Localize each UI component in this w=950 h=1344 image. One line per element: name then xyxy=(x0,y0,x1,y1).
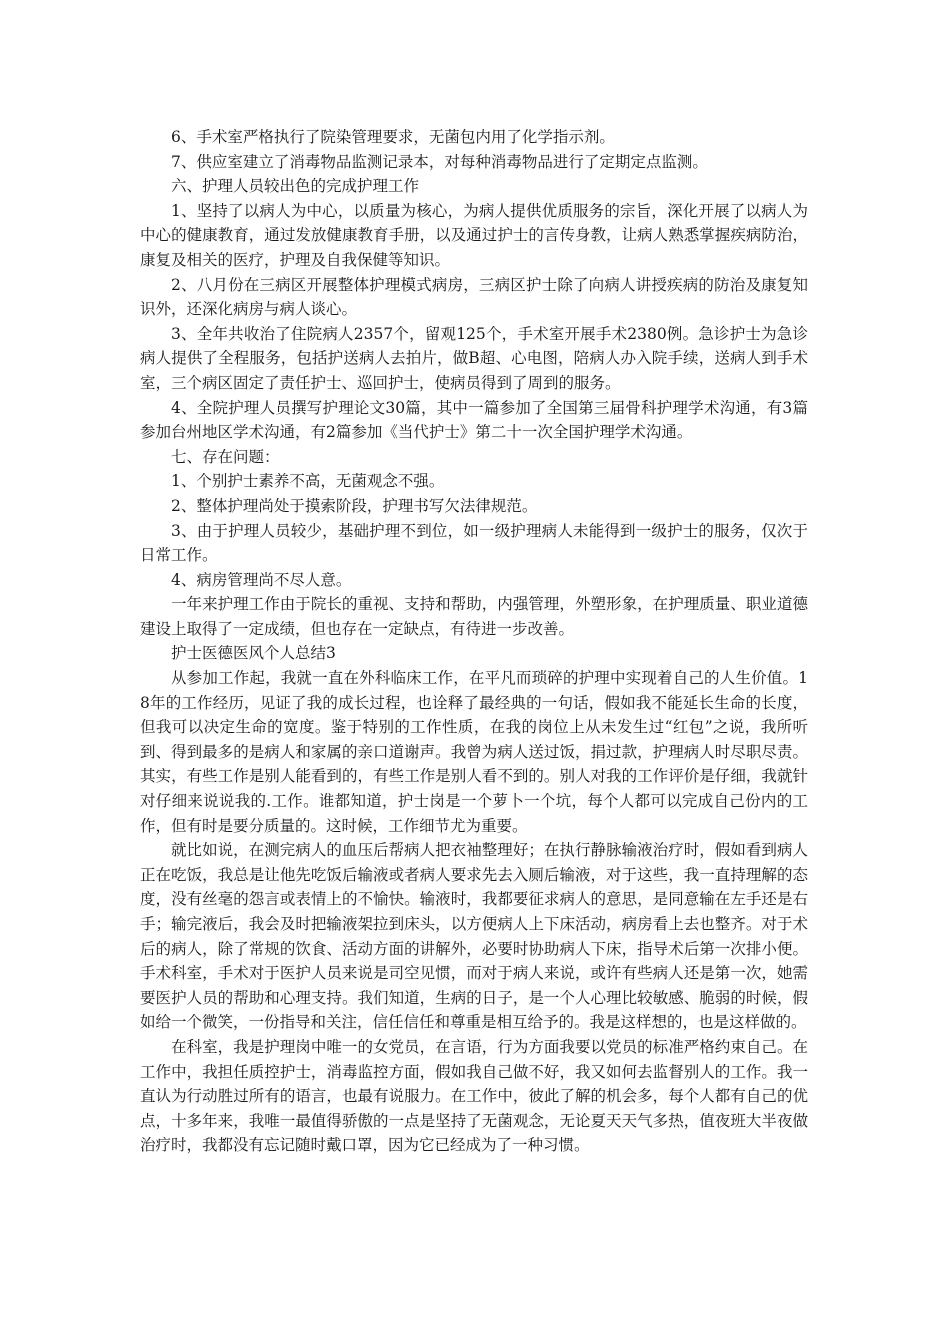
problem-3: 3、由于护理人员较少，基础护理不到位，如一级护理病人未能得到一级护士的服务，仅次于日常工作。 xyxy=(140,521,808,565)
paragraph-point-3: 3、全年共收治了住院病人2357个，留观125个，手术室开展手术2380例。急诊护士为急诊病人提供了全程服务，包括护送病人去拍片，做B超、心电图，陪病人办入院手续，送病人到手术室，三个病区固定了责任护士、巡回护士，使病员得到了周到的服务。 xyxy=(140,324,808,392)
paragraph-point-2: 2、八月份在三病区开展整体护理模式病房，三病区护士除了向病人讲授疾病的防治及康复知识外，还深化病房与病人谈心。 xyxy=(140,275,808,319)
problem-1: 1、个别护士素养不高，无菌观念不强。 xyxy=(171,472,445,491)
paragraph-party-member: 在科室，我是护理岗中唯一的女党员，在言语，行为方面我要以党员的标准严格约束自己。在工作中，我担任质控护士，消毒监控方面，假如我自己做不好，我又如何去监督别人的工作。我一直认为行动胜过所有的语言，也最有说服力。在工作中，彼此了解的机会多，每个人都有自己的优点，十多年来，我唯一最值得骄傲的一点是坚持了无菌观念，无论夏天天气多热，值夜班大半夜做治疗时，我都没有忘记随时戴口罩，因为它已经成为了一种习惯。 xyxy=(140,1037,808,1155)
problem-2: 2、整体护理尚处于摸索阶段，护理书写欠法律规范。 xyxy=(171,496,538,515)
document-body xyxy=(140,125,808,1158)
problem-4: 4、病房管理尚不尽人意。 xyxy=(171,570,352,589)
section-heading-6: 六、护理人员较出色的完成护理工作 xyxy=(171,177,420,196)
paragraph-point-4: 4、全院护理人员撰写护理论文30篇，其中一篇参加了全国第三届骨科护理学术沟通，有3篇参加台州地区学术沟通，有2篇参加《当代护士》第二十一次全国护理学术沟通。 xyxy=(140,398,808,442)
paragraph-summary: 一年来护理工作由于院长的重视、支持和帮助，内强管理，外塑形象，在护理质量、职业道德建设上取得了一定成绩，但也存在一定缺点，有待进一步改善。 xyxy=(140,595,808,638)
paragraph-item7-supply: 7、供应室建立了消毒物品监测记录本，对每种消毒物品进行了定期定点监测。 xyxy=(171,152,708,171)
article-title-3: 护士医德医风个人总结3 xyxy=(171,644,336,663)
paragraph-details: 就比如说，在测完病人的血压后帮病人把衣袖整理好；在执行静脉输液治疗时，假如看到病人正在吃饭，我总是让他先吃饭后输液或者病人要求先去入厕后输液，对于这些，我一直持理解的态度，没有丝毫的怨言或表情上的不愉快。输液时，我都要征求病人的意思，是同意输在左手还是右手；输完液后，我会及时把输液架拉到床头，以方便病人上下床活动，病房看上去也整齐。对于术后的病人，除了常规的饮食、活动方面的讲解外，必要时协助病人下床，指导术后第一次排小便。手术科室，手术对于医护人员来说是司空见惯，而对于病人来说，或许有些病人还是第一次，她需要医护人员的帮助和心理支持。我们知道，生病的日子，是一个人心理比较敏感、脆弱的时候，假如给一个微笑，一份指导和关注，信任信任和尊重是相互给予的。我是这样想的，也是这样做的。 xyxy=(140,841,808,1032)
paragraph-career: 从参加工作起，我就一直在外科临床工作，在平凡而琐碎的护理中实现着自己的人生价值。18年的工作经历，见证了我的成长过程，也诠释了最经典的一句话，假如我不能延长生命的长度，但我可以决定生命的宽度。鉴于特别的工作性质，在我的岗位上从未发生过“红包”之说，我所听到、得到最多的是病人和家属的亲口道谢声。我曾为病人送过饭，捐过款，护理病人时尽职尽责。其实，有些工作是别人能看到的，有些工作是别人看不到的。别人对我的工作评价是仔细，我就针对仔细来说说我的.工作。谁都知道，护士岗是一个萝卜一个坑，每个人都可以完成自己份内的工作，但有时是要分质量的。这时候，工作细节尤为重要。 xyxy=(140,669,808,835)
paragraph-item6-or: 6、手术室严格执行了院染管理要求，无菌包内用了化学指示剂。 xyxy=(171,128,615,146)
paragraph-point-1: 1、坚持了以病人为中心，以质量为核心，为病人提供优质服务的宗旨，深化开展了以病人为中心的健康教育，通过发放健康教育手册，以及通过护士的言传身教，让病人熟悉掌握疾病防治，康复及相关的医疗，护理及自我保健等知识。 xyxy=(140,201,808,269)
section-heading-7: 七、存在问题： xyxy=(171,447,280,466)
